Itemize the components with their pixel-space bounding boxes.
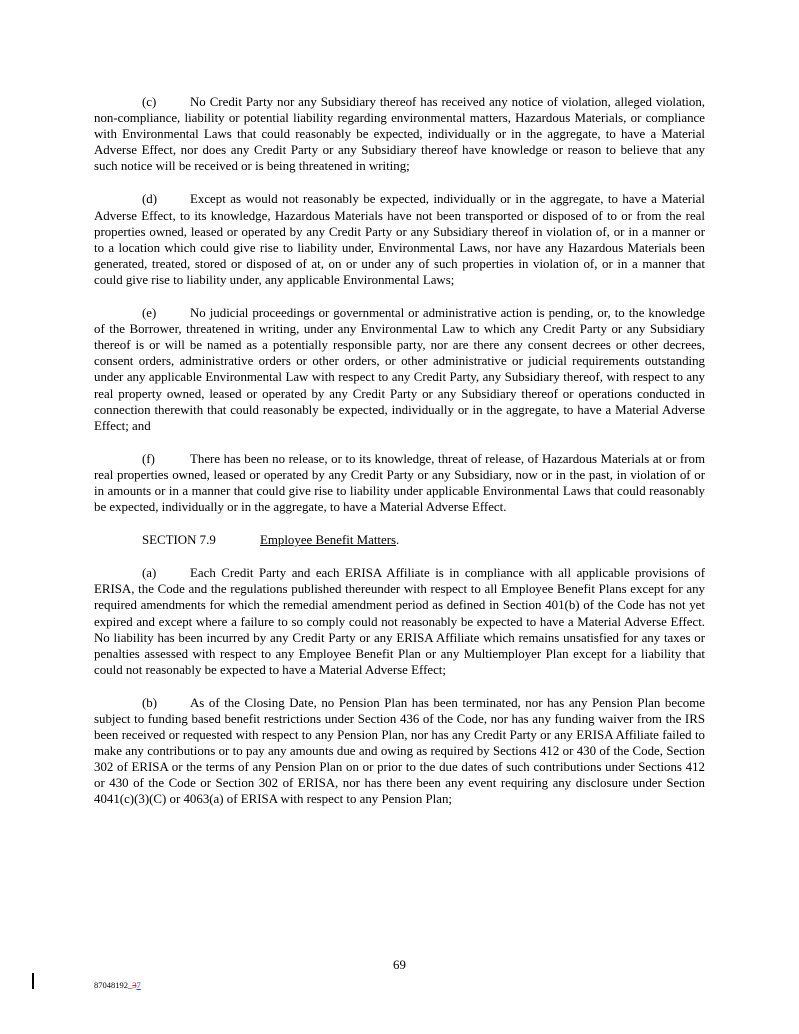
paragraph-f: [94, 451, 705, 515]
paragraph-a: [94, 565, 705, 678]
document-id: [94, 980, 141, 990]
paragraph-c: [94, 94, 705, 174]
paragraph-text: No judicial proceedings or governmental or administrative action is pending, or, to the knowledge of the Borrower, threatened in writing, under any Environmental Law to which any Credit Party or any Subsidiary thereof is or will be named as a potentially responsible party, nor are there any consent decrees or other decrees, consent orders, administrative orders or other orders, or other administrative or judicial requirements outstanding under any applicable Environmental Law with respect to any Credit Party, any Subsidiary thereof, with respect to any real property owned, leased or operated by any Credit Party or any Subsidiary thereof or operations conducted in connection therewith that could reasonably be expected, individually or in the aggregate, to have a Material Adverse Effect; and: [94, 306, 705, 433]
paragraph-d: [94, 191, 705, 288]
section-title: Employee Benefit Matters: [260, 533, 397, 548]
section-heading: [94, 532, 705, 548]
paragraph-label: (e): [142, 306, 157, 321]
paragraph-label: (b): [142, 695, 158, 710]
paragraph-text: No Credit Party nor any Subsidiary thereof has received any notice of violation, alleged violation, non-compliance, liability or potential liability regarding environmental matters, Hazardous Materials, or compliance with Environmental Laws that could reasonably be expected, individually or in the aggregate, to have a Material Adverse Effect, nor does any Credit Party or any Subsidiary thereof have knowledge or reason to believe that any such notice will be received or is being threatened in writing;: [94, 95, 705, 174]
paragraph-label: (a): [142, 566, 157, 581]
page-number: 69: [393, 958, 406, 972]
paragraph-b: [94, 695, 705, 808]
paragraph-text: There has been no release, or to its knowledge, threat of release, of Hazardous Materials at or from real properties owned, leased or operated by any Credit Party or any Subsidiary, now or in the past, in violation of or in amounts or in a manner that could give rise to liability under applicable Environmental Laws that could reasonably be expected, individually or in the aggregate, to have a Material Adverse Effect.: [94, 451, 705, 515]
revision-change-bar: [32, 973, 34, 989]
paragraph-label: (f): [142, 451, 155, 466]
paragraph-label: (c): [142, 95, 157, 109]
paragraph-e: [94, 305, 705, 434]
document-id-number: 87048192_: [94, 980, 133, 990]
inserted-version-number: 7: [136, 980, 141, 990]
paragraph-text: Each Credit Party and each ERISA Affiliate is in compliance with all applicable provisions of ERISA, the Code and the regulations published thereunder with respect to all Employee Benefit Plans except for any required amendments for which the remedial amendment period as defined in Section 401(b) of the Code has not yet expired and except where a failure to so comply could not reasonably be expected to have a Material Adverse Effect. No liability has been incurred by any Credit Party or any ERISA Affiliate which remains unsatisfied for any taxes or penalties assessed with respect to any Employee Benefit Plan or any Multiemployer Plan except for a liability that could not reasonably be expected to have a Material Adverse Effect;: [94, 566, 705, 677]
deleted-version-number: 3: [132, 980, 137, 990]
paragraph-text: As of the Closing Date, no Pension Plan has been terminated, nor has any Pension Plan become subject to funding based benefit restrictions under Section 436 of the Code, nor has any funding waiver from the IRS been received or requested with respect to any Pension Plan, nor has any Credit Party or any ERISA Affiliate failed to make any contributions or to pay any amounts due and owing as required by Sections 412 or 430 of the Code, Section 302 of ERISA or the terms of any Pension Plan on or prior to the due dates of such contributions under Sections 412 or 430 of the Code or Section 302 of ERISA, nor has there been any event requiring any disclosure under Section 4041(c)(3)(C) or 4063(a) of ERISA with respect to any Pension Plan;: [94, 695, 705, 807]
paragraph-label: (d): [142, 192, 158, 207]
document-body: [94, 94, 705, 825]
section-number: SECTION 7.9: [142, 533, 216, 548]
paragraph-text: Except as would not reasonably be expected, individually or in the aggregate, to have a Material Adverse Effect, to its knowledge, Hazardous Materials have not been transported or disposed of to or from the real properties owned, leased or operated by any Credit Party or any Subsidiary thereof in violation of, or in a manner or to a location which could give rise to liability under, Environmental Laws, nor have any Hazardous Materials been generated, treated, stored or disposed of at, on or under any of such properties in violation of, or in a manner that could give rise to liability under, any applicable Environmental Laws;: [94, 192, 705, 287]
section-title-period: .: [396, 533, 400, 548]
